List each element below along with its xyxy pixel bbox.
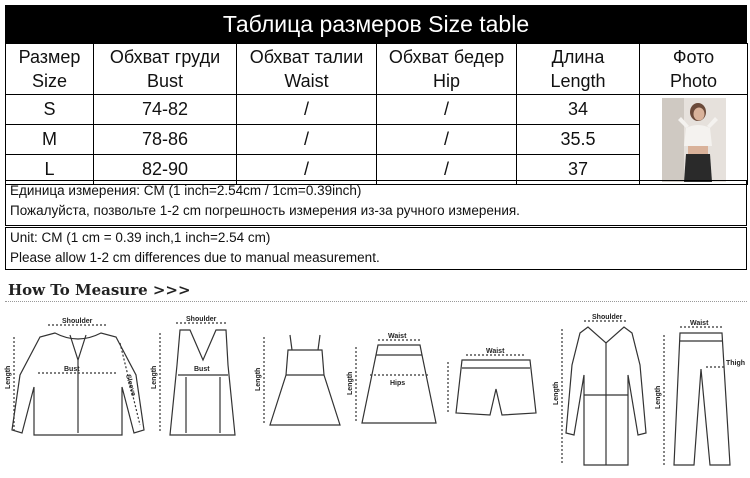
label-hips: Hips	[390, 380, 406, 387]
label-length: Length	[553, 381, 560, 405]
tank-top-diagram	[151, 316, 235, 435]
skirt-diagram	[347, 333, 436, 423]
notes-english	[5, 227, 747, 270]
size-table-title: Таблица размеров Size table	[5, 5, 747, 43]
notes-en-line2: Please allow 1-2 cm differences due to manual measurement.	[10, 250, 380, 265]
label-length: Length	[347, 371, 354, 395]
header-photo: Фото Photo	[640, 44, 748, 95]
how-to-measure-heading: How To Measure >>>	[8, 281, 191, 299]
notes-russian	[5, 180, 747, 226]
cell-bust: 78-86	[94, 125, 237, 155]
cell-bust: 74-82	[94, 95, 237, 125]
cell-size: S	[6, 95, 94, 125]
label-waist: Waist	[690, 320, 709, 327]
cell-length: 35.5	[517, 125, 640, 155]
size-table	[5, 43, 748, 185]
header-length: Длина Length	[517, 44, 640, 95]
dress-diagram	[255, 335, 340, 425]
garment-diagrams	[0, 305, 750, 478]
photo-cell	[640, 95, 748, 185]
table-row	[6, 125, 748, 155]
header-waist: Обхват талии Waist	[237, 44, 377, 95]
label-length: Length	[5, 365, 12, 389]
notes-ru-line1: Единица измерения: CM (1 inch=2.54cm / 1cm=0.39inch)	[10, 183, 362, 198]
label-thigh: Thigh	[726, 360, 746, 367]
header-bust: Обхват груди Bust	[94, 44, 237, 95]
table-row	[6, 95, 748, 125]
cell-waist: /	[237, 125, 377, 155]
cell-hip: /	[377, 125, 517, 155]
label-waist: Waist	[486, 348, 505, 355]
cell-hip: /	[377, 95, 517, 125]
cell-hip: /	[377, 155, 517, 185]
product-photo	[662, 98, 726, 182]
cell-waist: /	[237, 95, 377, 125]
label-length: Length	[151, 365, 158, 389]
label-shoulder: Shoulder	[186, 316, 217, 323]
label-length: Length	[255, 367, 262, 391]
blouse-diagram	[5, 318, 144, 435]
cell-length: 34	[517, 95, 640, 125]
cell-length: 37	[517, 155, 640, 185]
header-row	[6, 44, 748, 95]
header-size: Размер Size	[6, 44, 94, 95]
cell-waist: /	[237, 155, 377, 185]
notes-ru-line2: Пожалуйста, позвольте 1-2 cm погрешность измерения из-за ручного измерения.	[10, 203, 520, 218]
label-shoulder: Shoulder	[592, 314, 623, 321]
label-waist: Waist	[388, 333, 407, 340]
cell-size: L	[6, 155, 94, 185]
label-sleeve: Sleeve	[124, 373, 137, 397]
label-length: Length	[655, 385, 662, 409]
cell-size: M	[6, 125, 94, 155]
divider	[5, 301, 747, 302]
label-bust: Bust	[194, 366, 210, 373]
coat-diagram	[553, 314, 646, 465]
label-bust: Bust	[64, 366, 80, 373]
trousers-diagram	[655, 320, 745, 465]
header-hip: Обхват бедер Hip	[377, 44, 517, 95]
cell-bust: 82-90	[94, 155, 237, 185]
notes-en-line1: Unit: CM (1 cm = 0.39 inch,1 inch=2.54 cm)	[10, 230, 271, 245]
shorts-diagram	[448, 348, 536, 415]
label-shoulder: Shoulder	[62, 318, 93, 325]
